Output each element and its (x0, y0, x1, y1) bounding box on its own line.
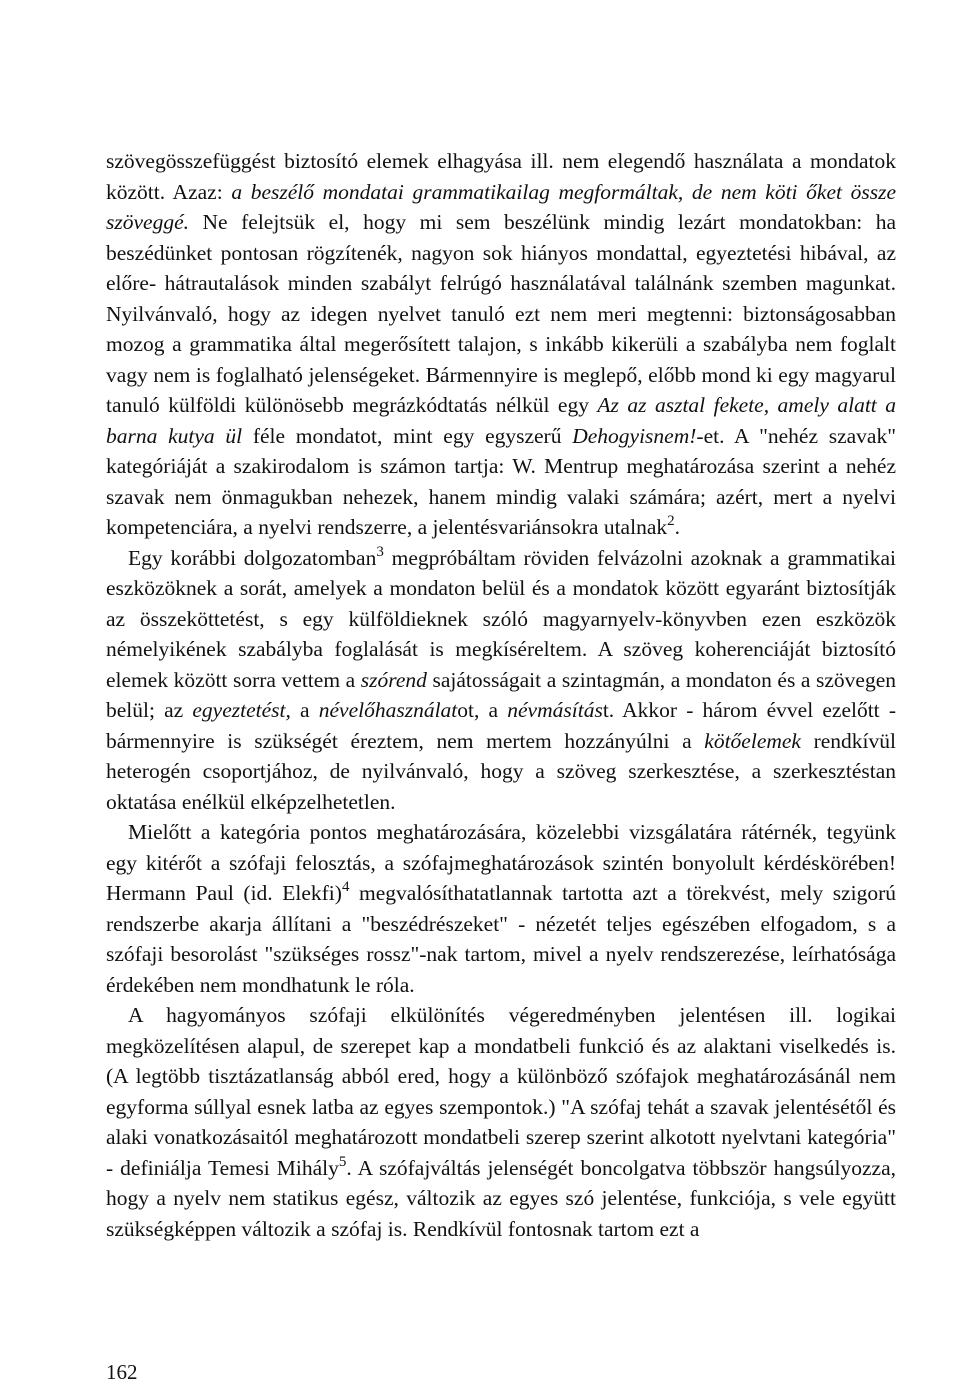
text-run: sajátosságait a szintagmán, a mondaton és a szövegen belül; az (106, 667, 897, 722)
paragraph-1 (106, 146, 896, 543)
text-run: a (290, 698, 319, 722)
text-run: Mielőtt a kategória pontos meghatározására, közelebbi vizsgálatára rátérnék, tegyünk egy kitérőt a szófaji felosztás, a szófajmeghatározások szintén bonyolult kérdéskörében! Hermann Paul (id. Elekfi) (106, 820, 896, 905)
text-run: . (674, 515, 680, 539)
page-number: 162 (106, 1360, 138, 1384)
paragraph-4 (106, 1000, 896, 1244)
italic-run: szórend (360, 667, 427, 692)
footnote-ref: 3 (376, 543, 384, 560)
text-run: -et. A "nehéz szavak" kategóriáját a szakirodalom is számon tartja: W. Mentrup meghatározása szerint a nehéz szavak nem önmagukban nehezek, hanem mindig valaki számára; azért, mert a nyelvi kompetenciára, a nyelvi rendszerre, a jelentésvariánsokra utalnak (106, 423, 896, 539)
text-run: megpróbáltam röviden felvázolni azoknak a grammatikai eszközöknek a sorát, amelyek a mondaton belül és a mondatok között egyaránt biztosítják az összeköttetést, s egy külföldieknek szóló magyarnyelv-könyvben ezen eszközök némelyikének szabályba foglalását is megkíséreltem. A szöveg koherenciáját biztosító elemek között sorra vettem a (106, 545, 896, 692)
text-run: rendkívül heterogén csoportjához, de nyilvánvaló, hogy a szöveg szerkesztése, a szerkesztéstan oktatása enélkül elképzelhetetlen. (106, 728, 896, 814)
footnote-ref: 4 (341, 879, 350, 895)
text-run: Ne felejtsük el, hogy mi sem beszélünk mindig lezárt mondatokban: ha beszédünket pontosan rögzítenék, nagyon sok hiányos mondattal, egyeztetési hibával, az előre- hátrautalások minden szabályt felrúgó használatával találnánk szemben magunkat. Nyilvánvaló, hogy az idegen nyelvet tanuló ezt nem meri megtenni: biztonságosabban mozog a grammatika által megerősített talajon, s inkább kikerüli a szabályba nem foglalt vagy nem is foglalható jelenségeket. Bármennyire is meglepő, előbb mond ki egy magyarul tanuló külföldi különösebb megrázkódtatás nélkül egy (106, 210, 896, 417)
text-run: . A szófajváltás jelenségét boncolgatva többször hangsúlyozza, hogy a nyelv nem statikus egész, változik az egyes szó jelentése, funkciója, s vele együtt szükségképpen változik a szófaj is. Rendkívül fontosnak tartom ezt a (106, 1155, 896, 1241)
text-run: Egy korábbi dolgozatomban (128, 545, 377, 570)
text-run: szövegösszefüggést biztosító elemek elhagyása ill. nem elegendő használata a mondatok között. Azaz: (106, 149, 896, 204)
italic-run: névelőhasználat (318, 698, 458, 722)
footnote-ref: 5 (338, 1153, 347, 1170)
text-run: megvalósíthatatlannak tartotta azt a törekvést, mely szigorú rendszerbe akarja állítani a "beszédrészeket" - nézetét teljes egészében elfogadom, s a szófaji besorolást "szükséges rossz"-nak tartom, mivel a nyelv rendszerezése, leírhatósága érdekében nem mondhatunk le róla. (106, 881, 896, 997)
italic-run: névmásítás (507, 698, 603, 722)
text-run: ot, a (457, 698, 508, 722)
italic-run: Az az asztal fekete, amely alatt a barna kutya ül (106, 393, 896, 448)
page-body (106, 146, 896, 1244)
footnote-ref: 2 (667, 513, 675, 529)
italic-run: Dehogyisnem! (572, 423, 697, 448)
paragraph-2 (106, 543, 896, 818)
italic-run: kötőelemek (704, 728, 801, 753)
italic-run: a beszélő mondatai grammatikailag megformáltak, de nem köti őket össze szöveggé. (106, 179, 896, 234)
text-run: t. Akkor - három évvel ezelőtt - bármennyire is szükségét éreztem, nem mertem hozzányúlni a (106, 698, 896, 753)
text-run: A hagyományos szófaji elkülönítés végeredményben jelentésen ill. logikai megközelítésen alapul, de szerepet kap a mondatbeli funkció és az alaktani viselkedés is. (A legtöbb tisztázatlanság abból ered, hogy a különböző szófajok meghatározásánál nem egyforma súllyal esnek latba az egyes szempontok.) "A szófaj tehát a szavak jelentésétől és alaki vonatkozásaitól meghatározott mondatbeli szerep szerint alkotott nyelvtani kategória" - definiálja Temesi Mihály (106, 1003, 896, 1180)
italic-run: egyeztetést, (192, 698, 291, 722)
paragraph-3 (106, 817, 896, 1000)
text-run: féle mondatot, mint egy egyszerű (242, 423, 573, 448)
